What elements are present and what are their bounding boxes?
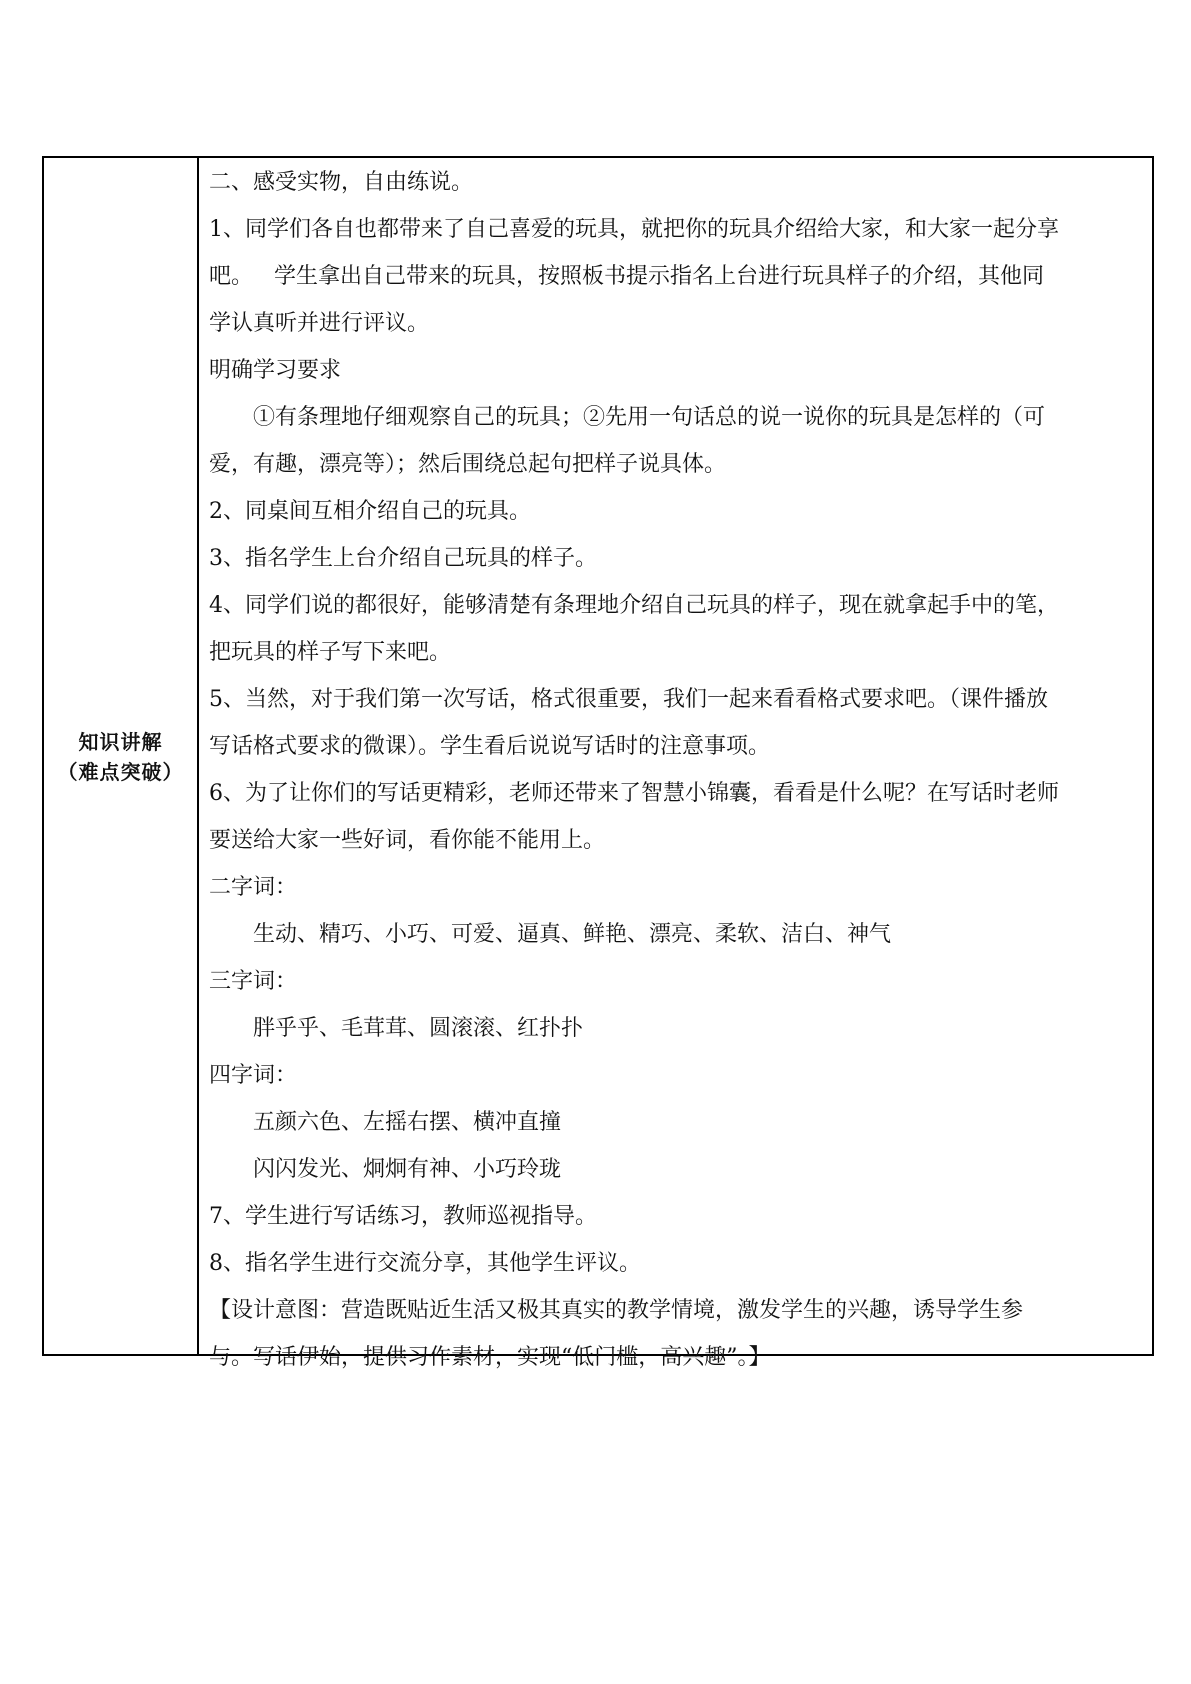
design-intent-line-a: 【设计意图：营造既贴近生活又极其真实的教学情境，激发学生的兴趣，诱导学生参 — [209, 1298, 1024, 1323]
two-char-words-title: 二字词： — [209, 875, 298, 900]
lesson-table — [42, 156, 1154, 1370]
item-6-line-a: 6、为了让你们的写话更精彩，老师还带来了智慧小锦囊，看看是什么呢？在写话时老师 — [209, 781, 1059, 806]
item-1-line-a: 1、同学们各自也都带来了自己喜爱的玩具，就把你的玩具介绍给大家，和大家一起分享 — [209, 217, 1059, 242]
design-intent-line-b: 与。写话伊始，提供习作素材，实现“低门槛，高兴趣”。】 — [209, 1345, 771, 1370]
section-label-cell — [44, 158, 199, 1354]
item-4-line-a: 4、同学们说的都很好，能够清楚有条理地介绍自己玩具的样子，现在就拿起手中的笔， — [209, 593, 1059, 618]
item-1-line-c: 学认真听并进行评议。 — [209, 311, 430, 336]
two-char-words-list: 生动、精巧、小巧、可爱、逼真、鲜艳、漂亮、柔软、洁白、神气 — [253, 922, 892, 947]
item-5-line-b: 写话格式要求的微课）。学生看后说说写话时的注意事项。 — [209, 734, 771, 759]
four-char-words-list-a: 五颜六色、左摇右摆、横冲直撞 — [253, 1110, 562, 1135]
four-char-words-list-b: 闪闪发光、炯炯有神、小巧玲珑 — [253, 1157, 562, 1182]
section-content-cell — [199, 158, 1152, 1370]
section-label-line1: 知识讲解 — [78, 730, 163, 754]
section-title: 二、感受实物，自由练说。 — [209, 170, 474, 195]
item-6-line-b: 要送给大家一些好词，看你能不能用上。 — [209, 828, 606, 853]
item-4-line-b: 把玩具的样子写下来吧。 — [209, 640, 452, 665]
item-5-line-a: 5、当然，对于我们第一次写话，格式很重要，我们一起来看看格式要求吧。（课件播放 — [209, 687, 1048, 712]
requirement-title: 明确学习要求 — [209, 358, 342, 383]
item-3: 3、指名学生上台介绍自己玩具的样子。 — [209, 546, 597, 571]
item-1-line-b: 吧。 学生拿出自己带来的玩具，按照板书提示指名上台进行玩具样子的介绍，其他同 — [209, 264, 1044, 289]
item-2: 2、同桌间互相介绍自己的玩具。 — [209, 499, 531, 524]
four-char-words-title: 四字词： — [209, 1063, 298, 1088]
item-7: 7、学生进行写话练习，教师巡视指导。 — [209, 1204, 597, 1229]
requirement-line-b: 爱，有趣，漂亮等）；然后围绕总起句把样子说具体。 — [209, 452, 727, 477]
item-8: 8、指名学生进行交流分享，其他学生评议。 — [209, 1251, 641, 1276]
requirement-line-a: ①有条理地仔细观察自己的玩具；②先用一句话总的说一说你的玩具是怎样的（可 — [253, 405, 1046, 430]
section-label-line2: （难点突破） — [57, 760, 184, 784]
three-char-words-list: 胖乎乎、毛茸茸、圆滚滚、红扑扑 — [253, 1016, 584, 1041]
three-char-words-title: 三字词： — [209, 969, 298, 994]
